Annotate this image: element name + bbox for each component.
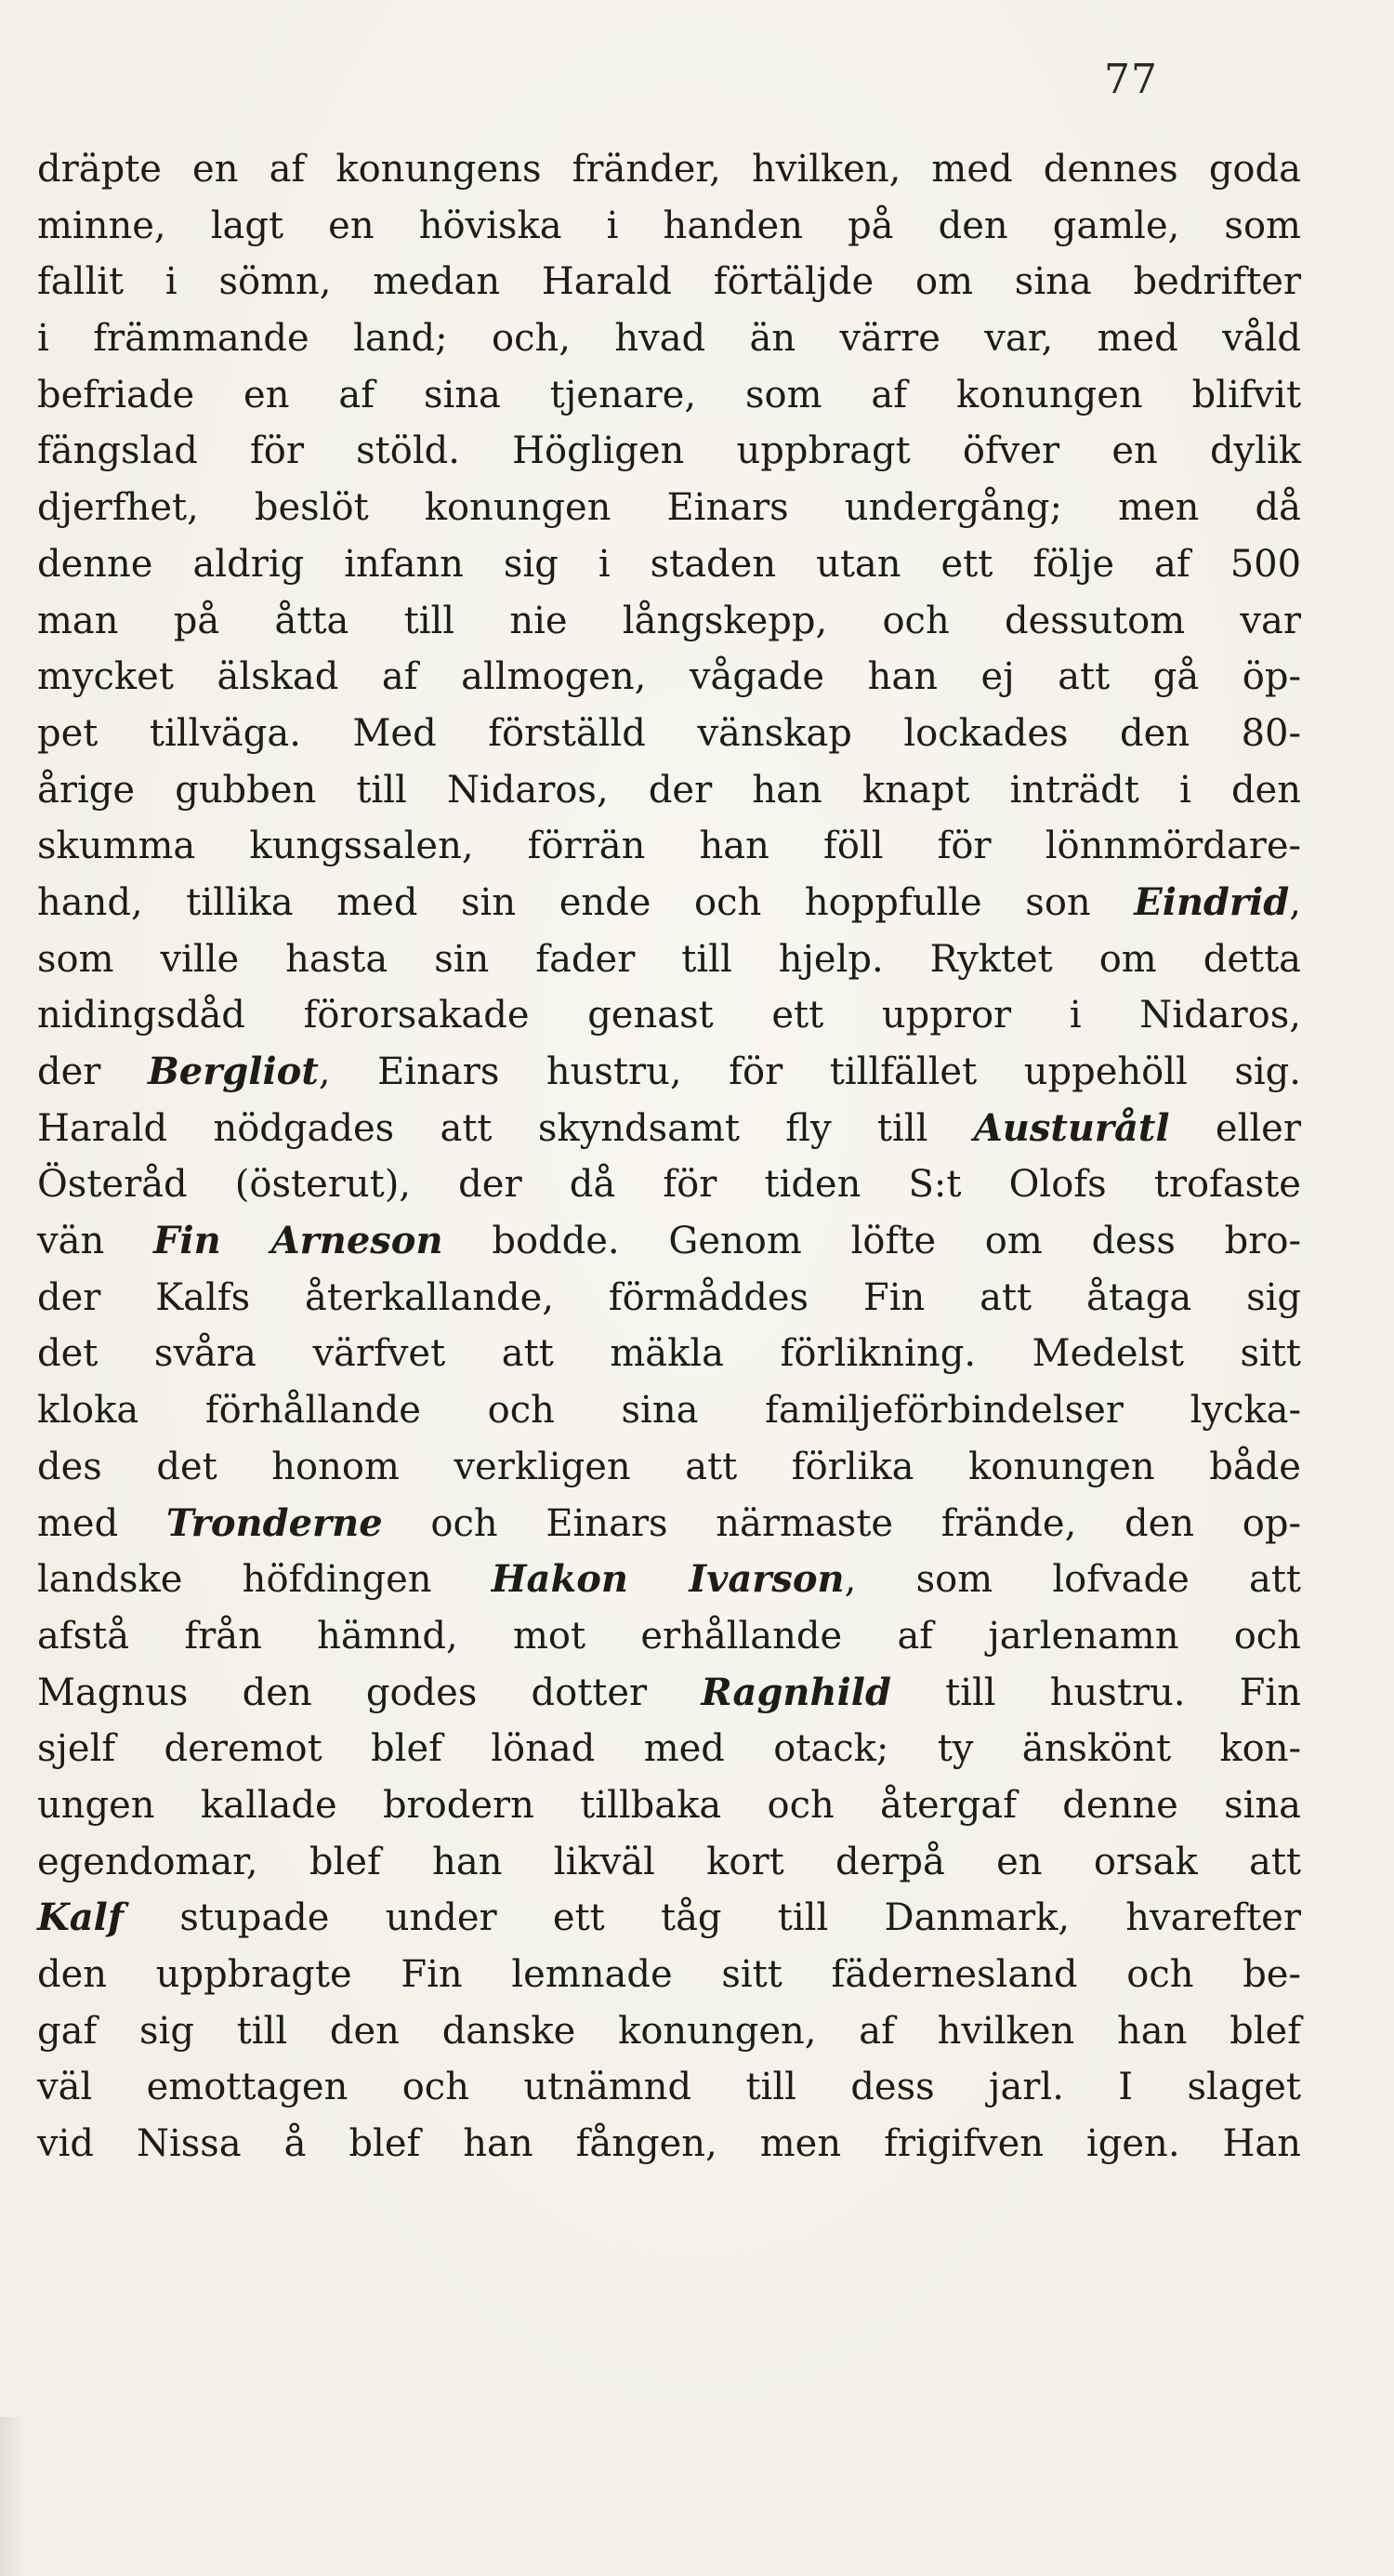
text-line (37, 931, 1301, 988)
text-run: vän (37, 1220, 153, 1263)
text-run: hand, tillika med sin ende och hoppfulle son (37, 880, 1135, 924)
text-line (37, 593, 1301, 650)
text-line (37, 1777, 1301, 1834)
text-run: nidingsdåd förorsakade genast ett uppror i Nidaros, (37, 994, 1301, 1037)
text-line (37, 310, 1301, 367)
text-run: befriade en af sina tjenare, som af konungen blifvit (37, 373, 1302, 416)
text-run: den uppbragte Fin lemnade sitt fädernesland och be- (37, 1953, 1301, 1996)
text-line (37, 987, 1301, 1044)
emphasized-name: Fin Arneson (152, 1219, 443, 1263)
text-line (37, 423, 1301, 480)
text-run: , Einars hustru, för tillfället uppehöll sig. (318, 1050, 1302, 1093)
text-line (37, 1665, 1301, 1722)
text-run: minne, lagt en höviska i handen på den gamle, som (37, 204, 1301, 247)
text-run: afstå från hämnd, mot erhållande af jarlenamn och (37, 1614, 1301, 1658)
text-line (37, 1947, 1301, 2003)
text-run: sjelf deremot blef lönad med otack; ty änskönt kon- (37, 1727, 1301, 1771)
text-run: denne aldrig infann sig i staden utan ett följe af 500 (37, 542, 1302, 586)
text-run: dräpte en af konungens fränder, hvilken, med dennes goda (37, 148, 1301, 191)
text-run: egendomar, blef han likväl kort derpå en orsak att (37, 1840, 1301, 1883)
text-line (37, 254, 1301, 310)
emphasized-name: Tronderne (165, 1500, 383, 1545)
text-run: des det honom verkligen att förlika konungen både (37, 1445, 1301, 1488)
text-run: det svåra värfvet att mäkla förlikning. Medelst sitt (37, 1332, 1301, 1376)
text-line (37, 1213, 1301, 1270)
text-line (37, 706, 1301, 762)
text-line (37, 2059, 1301, 2116)
text-run: landske höfdingen (37, 1558, 492, 1602)
text-run: kloka förhållande och sina familjeförbindelser lycka- (37, 1389, 1301, 1433)
text-line (37, 367, 1301, 424)
text-run: ungen kallade brodern tillbaka och återgaf denne sina (37, 1783, 1302, 1827)
text-run: bodde. Genom löfte om dess bro- (442, 1220, 1302, 1263)
emphasized-name: Austuråtl (973, 1105, 1170, 1150)
text-line (37, 1439, 1301, 1496)
text-run: man på åtta till nie långskepp, och dessutom var (37, 599, 1301, 642)
page-edge-shadow (0, 2417, 28, 2576)
text-run: stupade under ett tåg till Danmark, hvarefter (124, 1896, 1301, 1940)
text-line (37, 198, 1301, 255)
text-line (37, 875, 1301, 931)
text-line (37, 1326, 1301, 1382)
text-line (37, 818, 1301, 875)
text-run: Harald nödgades att skyndsamt fly till (37, 1106, 974, 1150)
page-number: 77 (1104, 56, 1158, 103)
text-line (37, 1552, 1301, 1608)
text-run: , som lofvade att (844, 1558, 1301, 1602)
emphasized-name: Kalf (37, 1896, 125, 1940)
text-run: Österåd (österut), der då för tiden S:t Olofs trofaste (37, 1163, 1301, 1207)
text-run: vid Nissa å blef han fången, men frigifven igen. Han (37, 2122, 1301, 2166)
text-run: mycket älskad af allmogen, vågade han ej att gå öp- (37, 655, 1301, 699)
text-run: väl emottagen och utnämnd till dess jarl. I slaget (37, 2066, 1302, 2109)
text-line (37, 480, 1301, 536)
text-line (37, 1156, 1301, 1213)
text-run: der Kalfs återkallande, förmåddes Fin att åtaga sig (37, 1275, 1302, 1319)
text-run: som ville hasta sin fader till hjelp. Ryktet om detta (37, 937, 1302, 981)
text-run: djerfhet, beslöt konungen Einars undergång; men då (37, 486, 1301, 530)
text-line (37, 1101, 1301, 1157)
text-line (37, 2116, 1301, 2173)
text-line (37, 1834, 1301, 1891)
body-text (37, 141, 1301, 2173)
text-line (37, 1608, 1301, 1665)
text-line (37, 536, 1301, 593)
text-run: fängslad för stöld. Högligen uppbragt öfver en dylik (37, 429, 1301, 473)
emphasized-name: Bergliot (147, 1050, 319, 1093)
text-line (37, 1270, 1301, 1327)
text-line (37, 762, 1301, 819)
text-run: årige gubben till Nidaros, der han knapt inträdt i den (37, 768, 1301, 812)
text-run: eller (1169, 1106, 1301, 1150)
text-line (37, 649, 1301, 706)
emphasized-name: Eindrid (1134, 879, 1290, 924)
text-run: skumma kungssalen, förrän han föll för lönnmördare- (37, 825, 1302, 868)
text-run: fallit i sömn, medan Harald förtäljde om sina bedrifter (37, 260, 1301, 304)
text-line (37, 1721, 1301, 1777)
text-line (37, 2003, 1301, 2060)
text-run: gaf sig till den danske konungen, af hvilken han blef (37, 2009, 1301, 2053)
text-line (37, 1890, 1301, 1947)
text-run: med (37, 1501, 166, 1545)
text-run: till hustru. Fin (890, 1671, 1301, 1714)
text-run: och Einars närmaste frände, den op- (382, 1501, 1301, 1545)
text-run: i främmande land; och, hvad än värre var, med våld (37, 317, 1302, 361)
emphasized-name: Ragnhild (701, 1670, 891, 1714)
text-line (37, 141, 1301, 198)
text-line (37, 1496, 1301, 1552)
emphasized-name: Hakon Ivarson (491, 1557, 845, 1602)
text-run: der (37, 1050, 148, 1093)
text-line (37, 1044, 1301, 1101)
text-line (37, 1382, 1301, 1439)
text-run: pet tillväga. Med förställd vänskap lockades den 80- (37, 711, 1302, 755)
text-run: , (1289, 880, 1301, 924)
text-run: Magnus den godes dotter (37, 1671, 702, 1714)
